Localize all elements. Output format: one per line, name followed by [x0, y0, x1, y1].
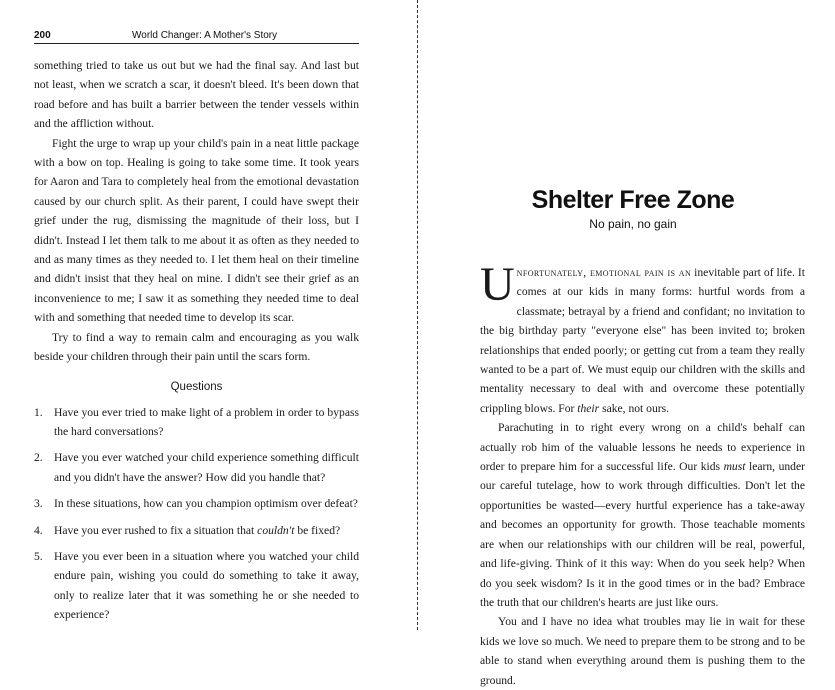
question-number: 2. [34, 451, 43, 465]
lead-in-smallcaps: nfortunately, emotional pain is an [516, 266, 692, 279]
right-body-text [480, 258, 805, 690]
running-head [34, 30, 359, 44]
running-title: World Changer: A Mother's Story [132, 30, 278, 41]
paragraph-text-end: learn, under our careful tutelage, how to work through difficulties. Don't let the opportunities be wasted—every hurtful experience has a take-away and becomes an opportunity for growth. Those teachable moments are when our relationships with our children will be real, powerful, and life-giving. Think of it this way: When do you seek help? When do you seek wisdom? Is it in the good times or in the bad? Embrace the truth that our children's hearts are just like ours. [480, 460, 805, 609]
question-item [34, 494, 359, 513]
paragraph: You and I have no idea what troubles may lie in wait for these kids we love so much. We need to prepare them to be strong and to be able to stand when everything around them is pushing them to the ground. [480, 615, 805, 687]
paragraph: Fight the urge to wrap up your child's pain in a neat little package with a bow on top. Healing is going to take some time. It took years for Aaron and Tara to completely heal from the emotional devastation caused by our church split. As their parent, I could have swept their grief under the rug, dismissing the magnitude of their loss, but I didn't. Instead I let them talk to me about it as often as they needed to and as many times as they needed to. I let them heal on their timeline and didn't insist that they heal on mine. I didn't see their grief as an inconvenience to me; I saw it as something they needed time to deal with and something that needed time to develop its scar. [34, 136, 359, 325]
question-text: Have you ever tried to make light of a problem in order to bypass the hard conversations? [54, 405, 359, 438]
paragraph-text-end: sake, not ours. [599, 401, 670, 415]
question-item [34, 521, 359, 540]
page-number: 200 [34, 30, 51, 41]
question-number: 4. [34, 523, 43, 537]
paragraph-text: Parachuting in to right every wrong on a child's behalf can actually rob him of the valuable lessons he needs to experience in order to prepare him for a successful life. Our kids [480, 421, 805, 474]
chapter-subtitle: No pain, no gain [589, 217, 677, 231]
paragraph-emphasis: their [577, 401, 600, 415]
question-item [34, 403, 359, 442]
questions-heading: Questions [170, 380, 223, 393]
opening-paragraph [480, 258, 805, 418]
question-item [34, 547, 359, 625]
question-text: Have you ever rushed to fix a situation that [54, 523, 258, 537]
left-body-text [34, 56, 359, 632]
questions-list [34, 403, 359, 625]
question-number: 3. [34, 497, 43, 511]
paragraph-emphasis: must [723, 460, 746, 474]
drop-cap: U [480, 258, 515, 311]
question-text-end: be fixed? [294, 523, 341, 537]
question-text: Have you ever watched your child experience something difficult and you didn't have the answer? How did you handle that? [54, 451, 359, 484]
question-number: 5. [34, 549, 43, 563]
question-number: 1. [34, 405, 43, 419]
paragraph: Try to find a way to remain calm and encouraging as you walk beside your children through their pain until the scars form. [34, 330, 359, 364]
question-text: In these situations, how can you champion optimism over defeat? [54, 497, 358, 511]
question-emphasis: couldn't [257, 523, 295, 537]
question-item [34, 448, 359, 487]
paragraph [480, 418, 805, 612]
chapter-title: Shelter Free Zone [531, 186, 735, 214]
paragraph: something tried to take us out but we had the final say. And last but not least, when we scratch a scar, it doesn't bleed. It's been down that road before and has built a barrier between the tender vessels within and the affliction without. [34, 59, 359, 131]
paragraph-text: inevitable part of life. It comes at our kids in many forms: hurtful words from a classmate; betrayal by a friend and confidant; no invitation to the big birthday party "everyone else" has been invited to; broken relationships that ended poorly; or getting cut from a team they really wanted to be a part of. We must equip our children with the skills and mentality necessary to deal with and overcome these potentially crippling blows. For [480, 266, 805, 415]
right-page [418, 0, 835, 687]
question-text: Have you ever been in a situation where you watched your child endure pain, wishing you could do something to take it away, only to realize later that it was something he or she needed to experience? [54, 549, 359, 622]
left-page [0, 0, 417, 630]
